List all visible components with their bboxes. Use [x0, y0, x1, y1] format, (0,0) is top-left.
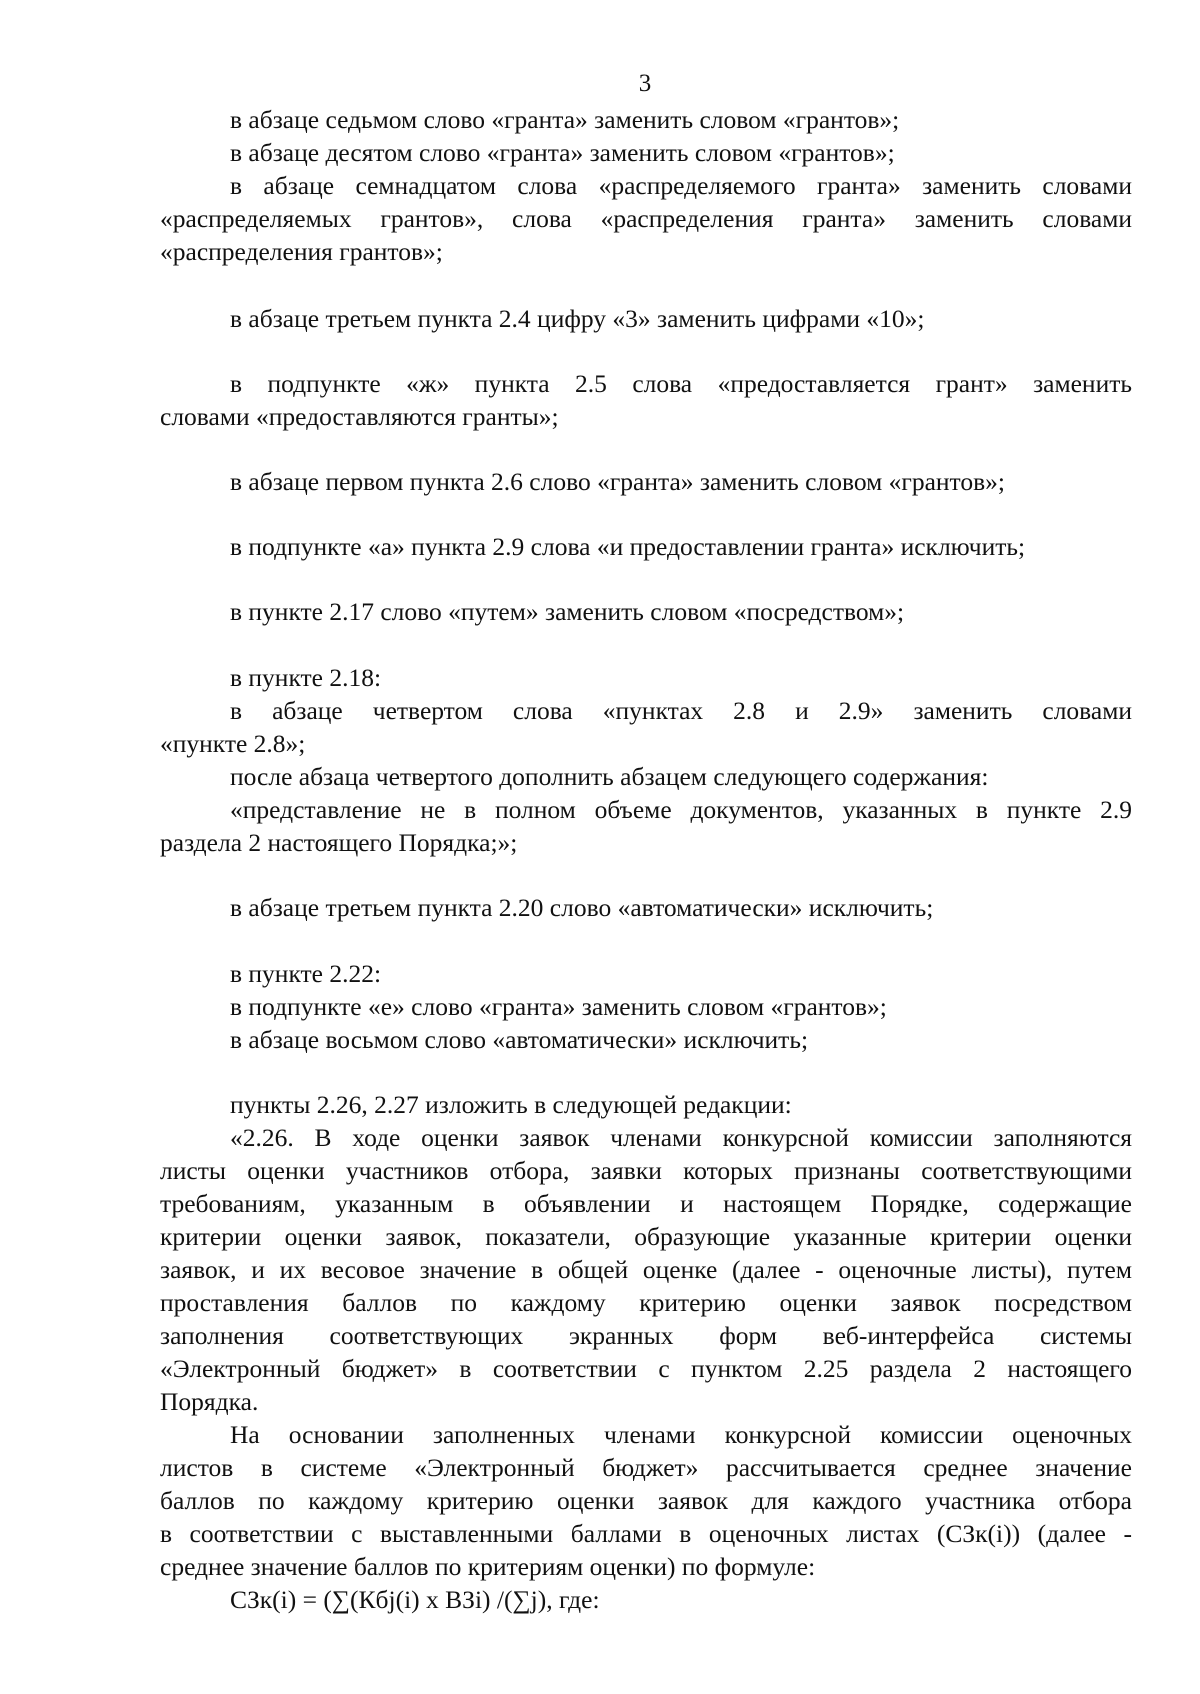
text-line: в подпункте «е» слово «гранта» заменить словом «грантов»; — [230, 992, 887, 1021]
text-line: в пункте 2.22: — [230, 959, 382, 988]
text-line: в абзаце седьмом слово «гранта» заменить словом «грантов»; — [230, 105, 900, 134]
text-line: в абзаце семнадцатом слова «распределяемого гранта» заменить словами — [230, 171, 1132, 200]
text-line: требованиям, указанным в объявлении и настоящем Порядке, содержащие — [160, 1189, 1132, 1218]
text-line: в соответствии с выставленными баллами в оценочных листах (СЗк(i)) (далее - — [160, 1519, 1132, 1548]
text-line: в абзаце восьмом слово «автоматически» исключить; — [230, 1025, 809, 1054]
text-line: раздела 2 настоящего Порядка;»; — [160, 828, 518, 857]
text-line: «пункте 2.8»; — [160, 729, 306, 758]
text-line: в абзаце третьем пункта 2.20 слово «автоматически» исключить; — [230, 893, 934, 922]
text-line: «представление не в полном объеме документов, указанных в пункте 2.9 — [230, 795, 1132, 824]
page-number: 3 — [638, 70, 652, 97]
text-line: «2.26. В ходе оценки заявок членами конкурсной комиссии заполняются — [230, 1123, 1132, 1152]
text-line: в пункте 2.17 слово «путем» заменить словом «посредством»; — [230, 597, 905, 626]
text-line: На основании заполненных членами конкурсной комиссии оценочных — [230, 1420, 1132, 1449]
text-line: заявок, и их весовое значение в общей оценке (далее - оценочные листы), путем — [160, 1255, 1132, 1284]
text-line: Порядка. — [160, 1387, 259, 1416]
text-line: после абзаца четвертого дополнить абзацем следующего содержания: — [230, 762, 989, 791]
text-line: «Электронный бюджет» в соответствии с пунктом 2.25 раздела 2 настоящего — [160, 1354, 1132, 1383]
text-line: заполнения соответствующих экранных форм веб-интерфейса системы — [160, 1321, 1132, 1350]
text-line: в подпункте «а» пункта 2.9 слова «и предоставлении гранта» исключить; — [230, 532, 1026, 561]
text-line: «распределения грантов»; — [160, 237, 443, 266]
text-line: в подпункте «ж» пункта 2.5 слова «предоставляется грант» заменить — [230, 369, 1132, 398]
text-line: пункты 2.26, 2.27 изложить в следующей редакции: — [230, 1090, 792, 1119]
text-line: в абзаце четвертом слова «пунктах 2.8 и 2.9» заменить словами — [230, 696, 1132, 725]
text-line: в абзаце десятом слово «гранта» заменить словом «грантов»; — [230, 138, 895, 167]
text-line: среднее значение баллов по критериям оценки) по формуле: — [160, 1552, 816, 1581]
text-line: «распределяемых грантов», слова «распределения гранта» заменить словами — [160, 204, 1132, 233]
text-line: листов в системе «Электронный бюджет» рассчитывается среднее значение — [160, 1453, 1132, 1482]
text-line: в пункте 2.18: — [230, 663, 382, 692]
text-line: в абзаце первом пункта 2.6 слово «гранта» заменить словом «грантов»; — [230, 467, 1005, 496]
formula-line: СЗк(i) = (∑(Кбj(i) x ВЗi) /(∑j), где: — [230, 1585, 600, 1614]
text-line: проставления баллов по каждому критерию оценки заявок посредством — [160, 1288, 1132, 1317]
text-line: в абзаце третьем пункта 2.4 цифру «3» заменить цифрами «10»; — [230, 304, 925, 333]
text-line: словами «предоставляются гранты»; — [160, 402, 559, 431]
text-line: баллов по каждому критерию оценки заявок для каждого участника отбора — [160, 1486, 1132, 1515]
text-line: листы оценки участников отбора, заявки которых признаны соответствующими — [160, 1156, 1132, 1185]
text-line: критерии оценки заявок, показатели, образующие указанные критерии оценки — [160, 1222, 1132, 1251]
